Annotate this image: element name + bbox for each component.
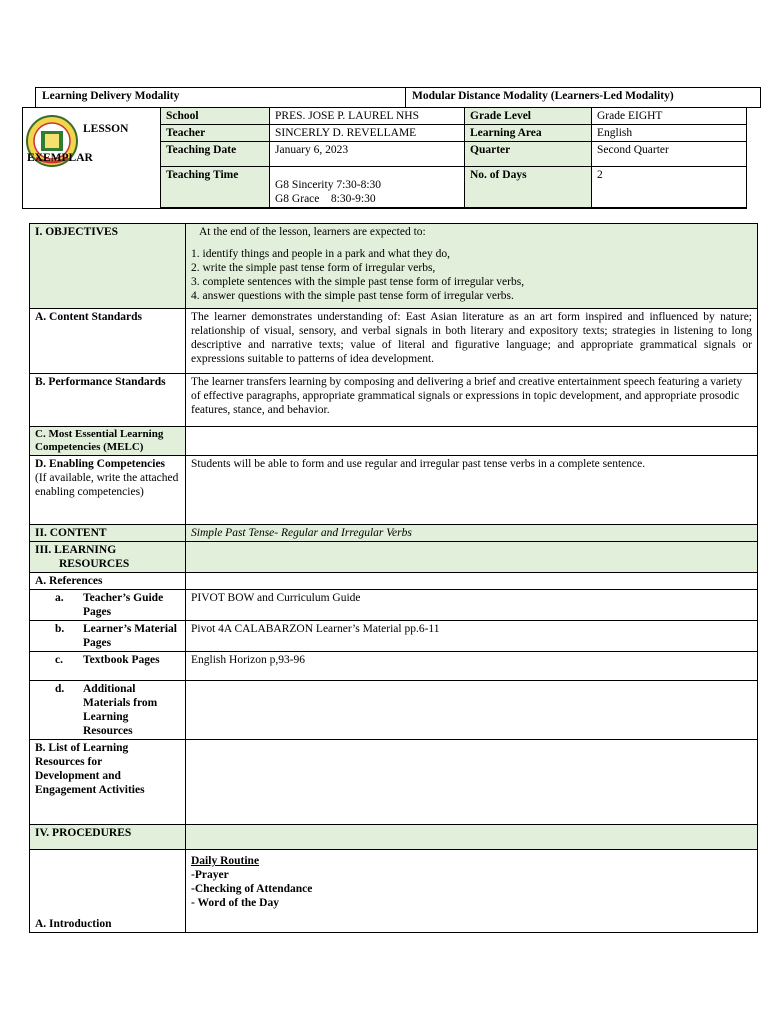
performance-standards-label: B. Performance Standards [30, 374, 186, 427]
content-label: II. CONTENT [30, 525, 186, 542]
time-value [270, 167, 465, 208]
grade-label: Grade Level [465, 108, 592, 125]
exemplar-word: EXEMPLAR [27, 152, 93, 164]
time-line-2: G8 Grace 8:30-9:30 [275, 193, 376, 205]
melc-label: C. Most Essential Learning Competencies (MELC) [30, 427, 186, 456]
list-resources-text: B. List of Learning Resources for Development and Engagement Activities [35, 742, 145, 796]
resources-label-line-1: III. LEARNING [35, 544, 117, 556]
references-label: A. References [30, 573, 186, 590]
lesson-table [29, 223, 758, 933]
grade-value: Grade EIGHT [592, 108, 747, 125]
date-value: January 6, 2023 [270, 142, 465, 167]
ref-c-text: Textbook Pages [83, 654, 160, 666]
date-label: Teaching Date [161, 142, 270, 167]
ref-b-text: Learner’s Material Pages [83, 623, 177, 649]
objective-item-3: 3. complete sentences with the simple past tense form of irregular verbs, [191, 276, 525, 288]
days-label: No. of Days [465, 167, 592, 208]
melc-text [186, 427, 758, 456]
objectives-content [186, 224, 758, 309]
quarter-value: Second Quarter [592, 142, 747, 167]
ref-c-letter: c. [55, 654, 63, 666]
days-value: 2 [592, 167, 747, 208]
routine-item-2: -Checking of Attendance [191, 883, 313, 895]
school-value: PRES. JOSE P. LAUREL NHS [270, 108, 465, 125]
time-label: Teaching Time [161, 167, 270, 208]
objective-item-2: 2. write the simple past tense form of irregular verbs, [191, 262, 436, 274]
ref-d-letter: d. [55, 683, 65, 695]
teacher-value: SINCERLY D. REVELLAME [270, 125, 465, 142]
content-text: Simple Past Tense- Regular and Irregular Verbs [186, 525, 758, 542]
content-standards-label: A. Content Standards [30, 309, 186, 374]
references-value [186, 573, 758, 590]
objective-item-4: 4. answer questions with the simple past tense form of irregular verbs. [191, 290, 514, 302]
routine-item-3: - Word of the Day [191, 897, 279, 909]
daily-routine-title: Daily Routine [191, 855, 260, 867]
quarter-label: Quarter [465, 142, 592, 167]
ref-a-value: PIVOT BOW and Curriculum Guide [186, 590, 758, 621]
resources-value [186, 542, 758, 573]
list-resources-label [30, 740, 186, 825]
lesson-word: LESSON [83, 123, 129, 135]
introduction-label: A. Introduction [30, 850, 186, 933]
ref-b-label [30, 621, 186, 652]
resources-label [30, 542, 186, 573]
ref-a-text: Teacher’s Guide Pages [83, 592, 164, 618]
objective-item-1: 1. identify things and people in a park and what they do, [191, 248, 451, 260]
header-info-table [160, 107, 747, 208]
modality-label: Learning Delivery Modality [36, 88, 406, 108]
ref-c-value: English Horizon p,93-96 [186, 652, 758, 681]
time-line-1: G8 Sincerity 7:30-8:30 [275, 179, 382, 191]
modality-bar [35, 87, 761, 108]
modality-value: Modular Distance Modality (Learners-Led Modality) [406, 88, 761, 108]
ref-b-letter: b. [55, 623, 65, 635]
ref-a-letter: a. [55, 592, 64, 604]
area-label: Learning Area [465, 125, 592, 142]
enabling-note: (If available, write the attached enabling competencies) [35, 472, 179, 498]
enabling-label: D. Enabling Competencies [35, 458, 166, 470]
enabling-cell [30, 456, 186, 525]
school-label: School [161, 108, 270, 125]
content-standards-text: The learner demonstrates understanding of: East Asian literature as an art form inspired and influenced by nature; relationship of visual, sensory, and verbal signals in both literary and expository texts; strategies in listening to long descriptive and narrative texts; value of literal and figurative language; and appropriate grammatical signals or expressions suitable to patterns of idea development. [186, 309, 758, 374]
logo-area [23, 108, 160, 208]
procedures-value [186, 825, 758, 850]
procedures-label: IV. PROCEDURES [30, 825, 186, 850]
area-value: English [592, 125, 747, 142]
enabling-text: Students will be able to form and use regular and irregular past tense verbs in a complete sentence. [186, 456, 758, 525]
ref-d-text: Additional Materials from Learning Resources [83, 683, 158, 737]
objectives-intro: At the end of the lesson, learners are expected to: [199, 226, 426, 238]
ref-c-label [30, 652, 186, 681]
performance-standards-text: The learner transfers learning by composing and delivering a brief and creative entertainment speech featuring a variety of effective paragraphs, appropriate grammatical signals or expressions in topic development, and appropriate prosodic features, stance, and behavior. [186, 374, 758, 427]
list-resources-value [186, 740, 758, 825]
teacher-label: Teacher [161, 125, 270, 142]
ref-a-label [30, 590, 186, 621]
ref-d-label [30, 681, 186, 740]
ref-d-value [186, 681, 758, 740]
resources-label-line-2: RESOURCES [59, 558, 130, 570]
introduction-content [186, 850, 758, 933]
objectives-label: I. OBJECTIVES [30, 224, 186, 309]
routine-item-1: -Prayer [191, 869, 229, 881]
ref-b-value: Pivot 4A CALABARZON Learner’s Material pp.6-11 [186, 621, 758, 652]
